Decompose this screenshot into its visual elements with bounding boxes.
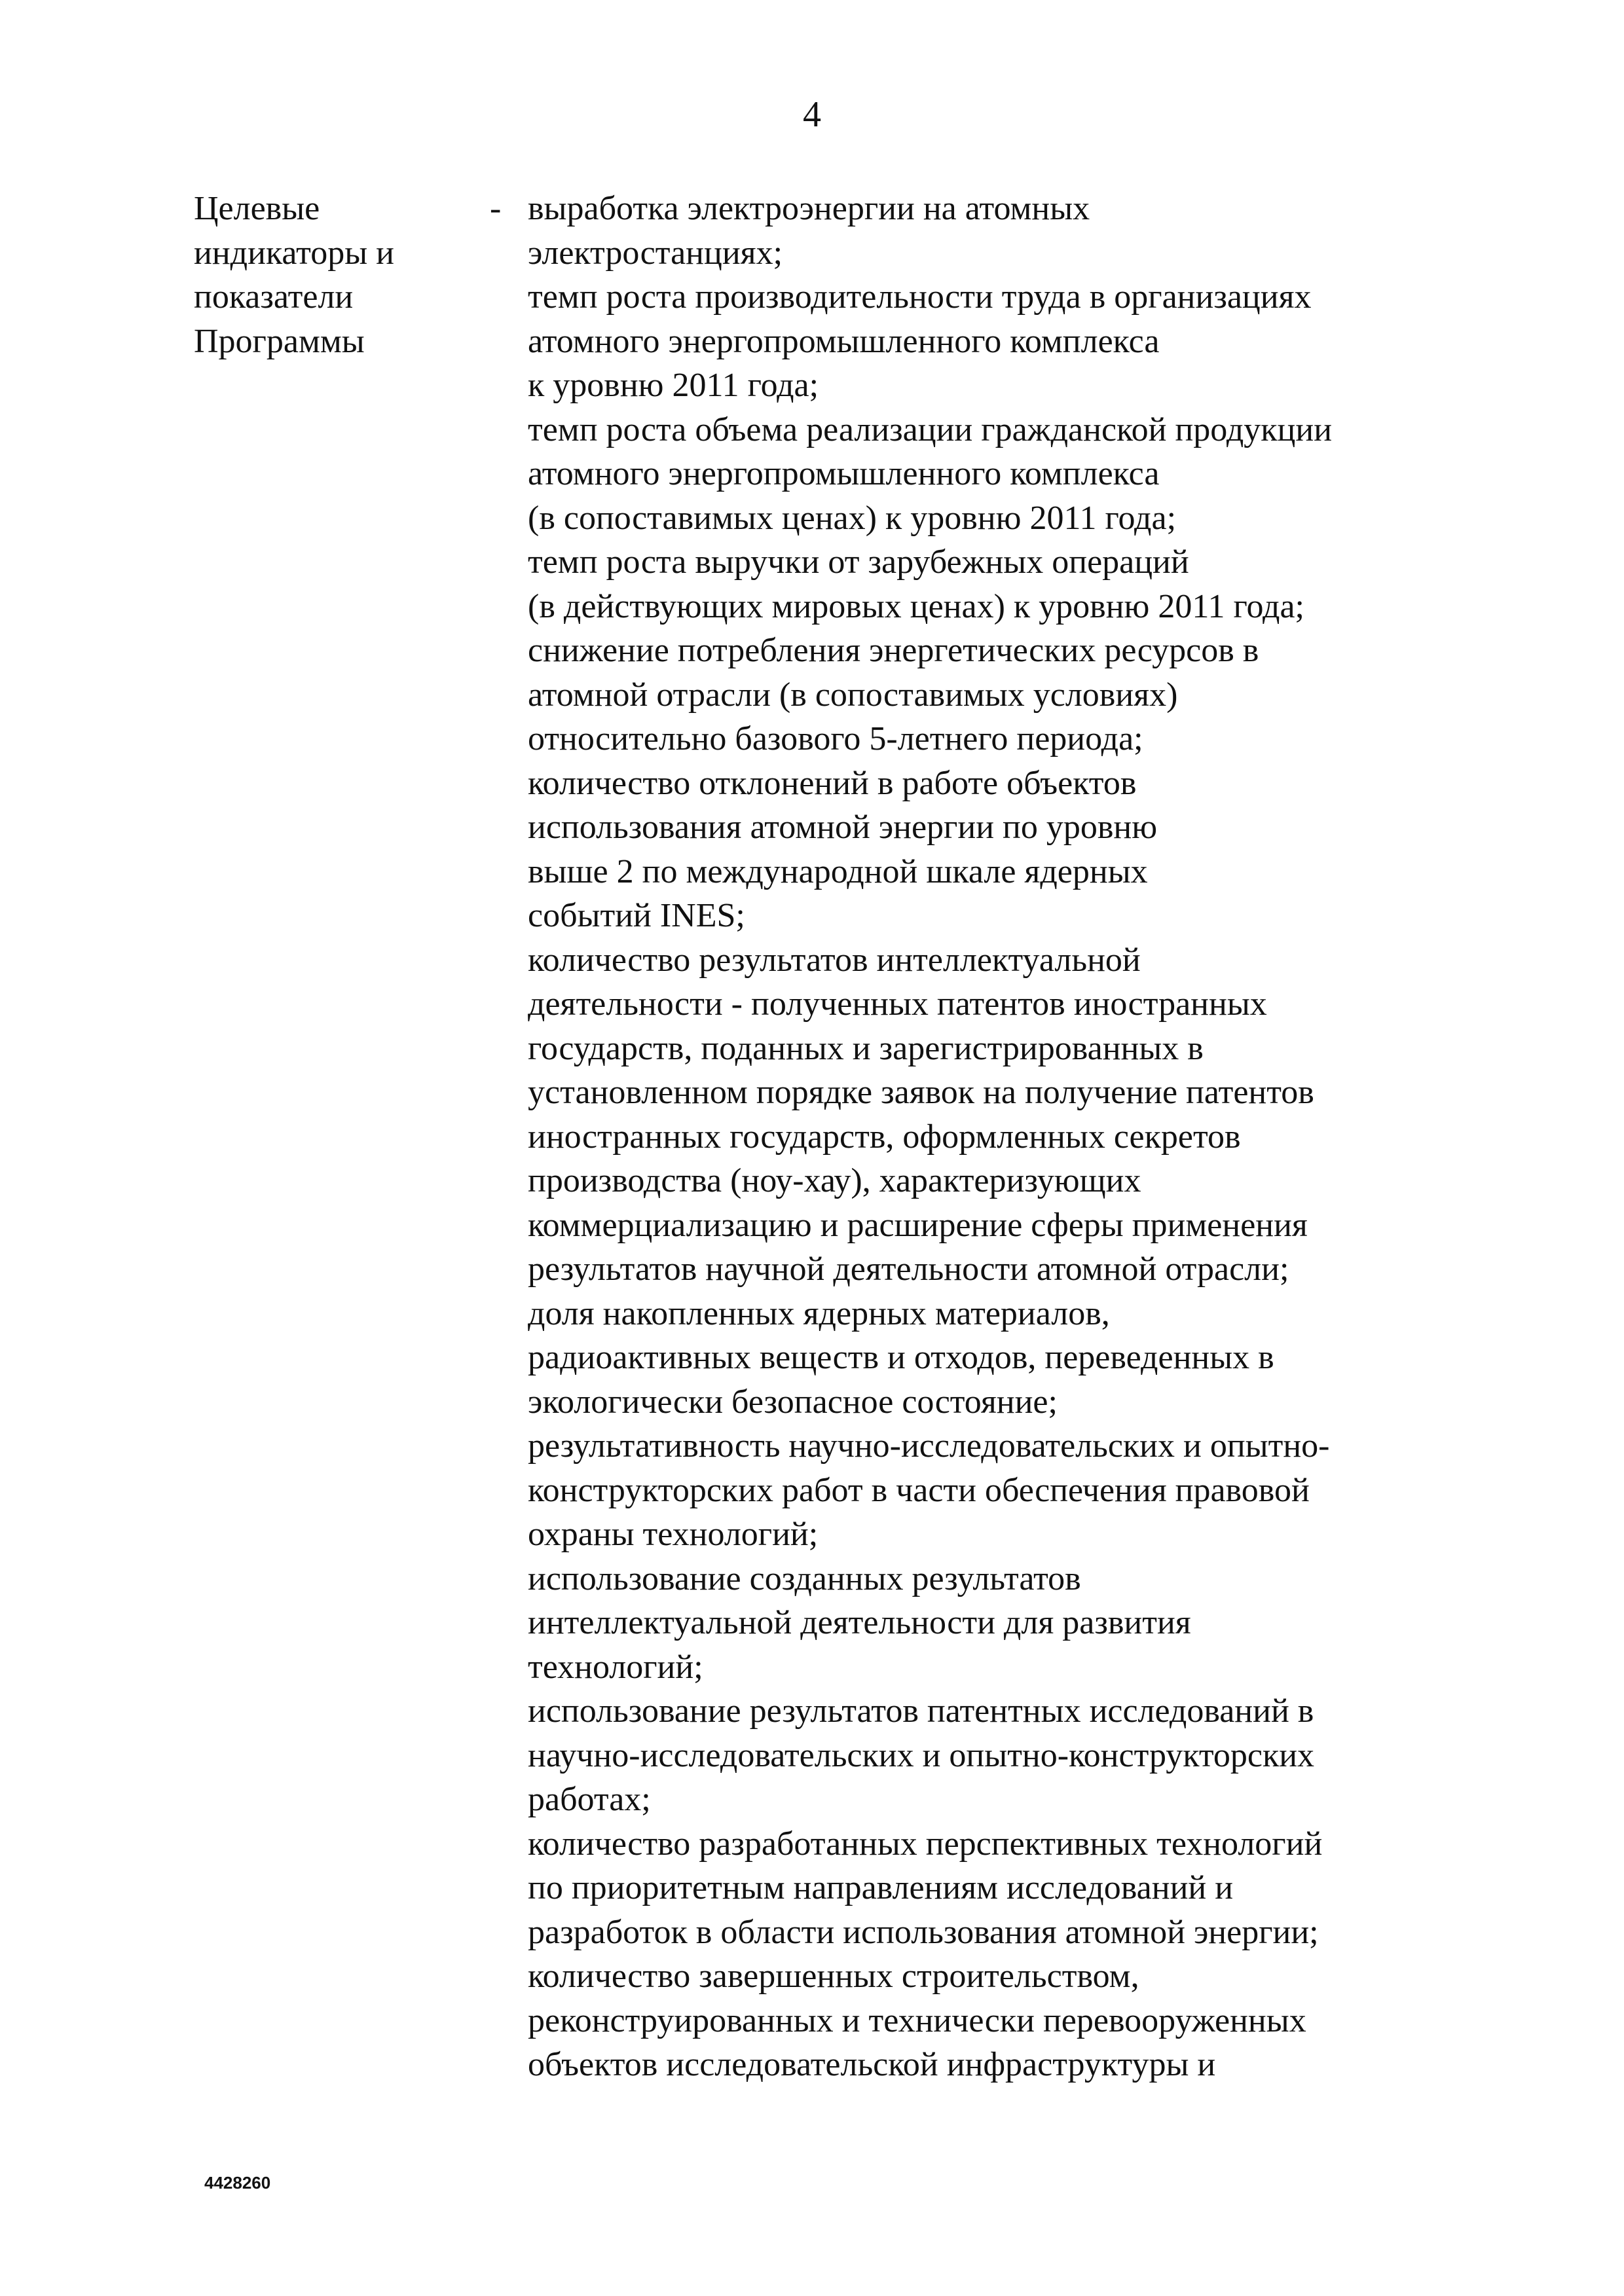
indicator-text-line: снижение потребления энергетических ресурсов в [528,632,1259,669]
indicator-text-line: доля накопленных ядерных материалов, [528,1294,1110,1332]
indicator-text-line: (в действующих мировых ценах) к уровню 2011 года; [528,587,1304,625]
section-label [194,187,482,363]
indicator-text-line: разработок в области использования атомной энергии; [528,1913,1319,1951]
separator-dash: - [490,190,502,227]
indicator-text-line: атомного энергопромышленного комплекса [528,455,1160,492]
indicators-list [528,187,1458,2087]
indicator-text-line: установленном порядке заявок на получение патентов [528,1074,1314,1111]
indicator-text-line: количество разработанных перспективных технологий [528,1825,1323,1863]
indicator-text-line: по приоритетным направлениям исследований и [528,1869,1234,1906]
indicator-text-line: результатов научной деятельности атомной отрасли; [528,1250,1289,1288]
indicator-text-line: использование созданных результатов [528,1559,1081,1597]
indicator-text-line: коммерциализацию и расширение сферы применения [528,1206,1308,1244]
indicator-text-line: иностранных государств, оформленных секретов [528,1118,1241,1156]
indicator-text-line: государств, поданных и зарегистрированных в [528,1029,1204,1067]
indicator-text-line: конструкторских работ в части обеспечения правовой [528,1471,1310,1509]
section-label-line: индикаторы и [194,234,394,272]
indicator-text-line: работах; [528,1781,651,1818]
section-label-line: Программы [194,322,365,360]
indicator-text-line: реконструированных и технически перевооруженных [528,2001,1306,2039]
indicator-text-line: радиоактивных веществ и отходов, переведенных в [528,1339,1274,1376]
indicator-text-line: объектов исследовательской инфраструктуры и [528,2046,1216,2083]
indicator-text-line: деятельности - полученных патентов иностранных [528,985,1267,1023]
indicator-text-line: использование результатов патентных исследований в [528,1692,1314,1730]
indicator-text-line: количество завершенных строительством, [528,1958,1139,1995]
indicator-text-line: технологий; [528,1648,703,1686]
indicator-text-line: производства (ноу-хау), характеризующих [528,1162,1141,1199]
indicator-text-line: результативность научно-исследовательских и опытно- [528,1427,1330,1465]
document-code: 4428260 [204,2173,271,2193]
indicator-text-line: атомного энергопромышленного комплекса [528,322,1160,360]
indicator-text-line: относительно базового 5-летнего периода; [528,720,1143,757]
page-number: 4 [803,94,821,135]
indicator-text-line: темп роста объема реализации гражданской продукции [528,410,1333,448]
indicator-text-line: электростанциях; [528,234,783,272]
indicator-text-line: количество результатов интеллектуальной [528,941,1141,979]
indicator-text-line: количество отклонений в работе объектов [528,764,1137,802]
indicator-text-line: темп роста производительности труда в организациях [528,278,1312,316]
indicator-text-line: атомной отрасли (в сопоставимых условиях) [528,676,1178,714]
indicator-text-line: интеллектуальной деятельности для развития [528,1604,1191,1641]
indicator-text-line: экологически безопасное состояние; [528,1383,1058,1421]
section-label-line: показатели [194,278,354,316]
indicator-text-line: (в сопоставимых ценах) к уровню 2011 года; [528,499,1177,537]
indicator-text-line: выше 2 по международной шкале ядерных [528,852,1148,890]
indicator-text-line: темп роста выручки от зарубежных операций [528,543,1189,581]
indicator-text-line: событий INES; [528,897,745,934]
section-label-line: Целевые [194,190,320,227]
indicator-text-line: охраны технологий; [528,1516,819,1553]
indicator-text-line: использования атомной энергии по уровню [528,809,1158,846]
indicator-text-line: научно-исследовательских и опытно-конструкторских [528,1736,1315,1774]
indicator-text-line: к уровню 2011 года; [528,367,819,404]
indicator-text-line: выработка электроэнергии на атомных [528,190,1090,227]
